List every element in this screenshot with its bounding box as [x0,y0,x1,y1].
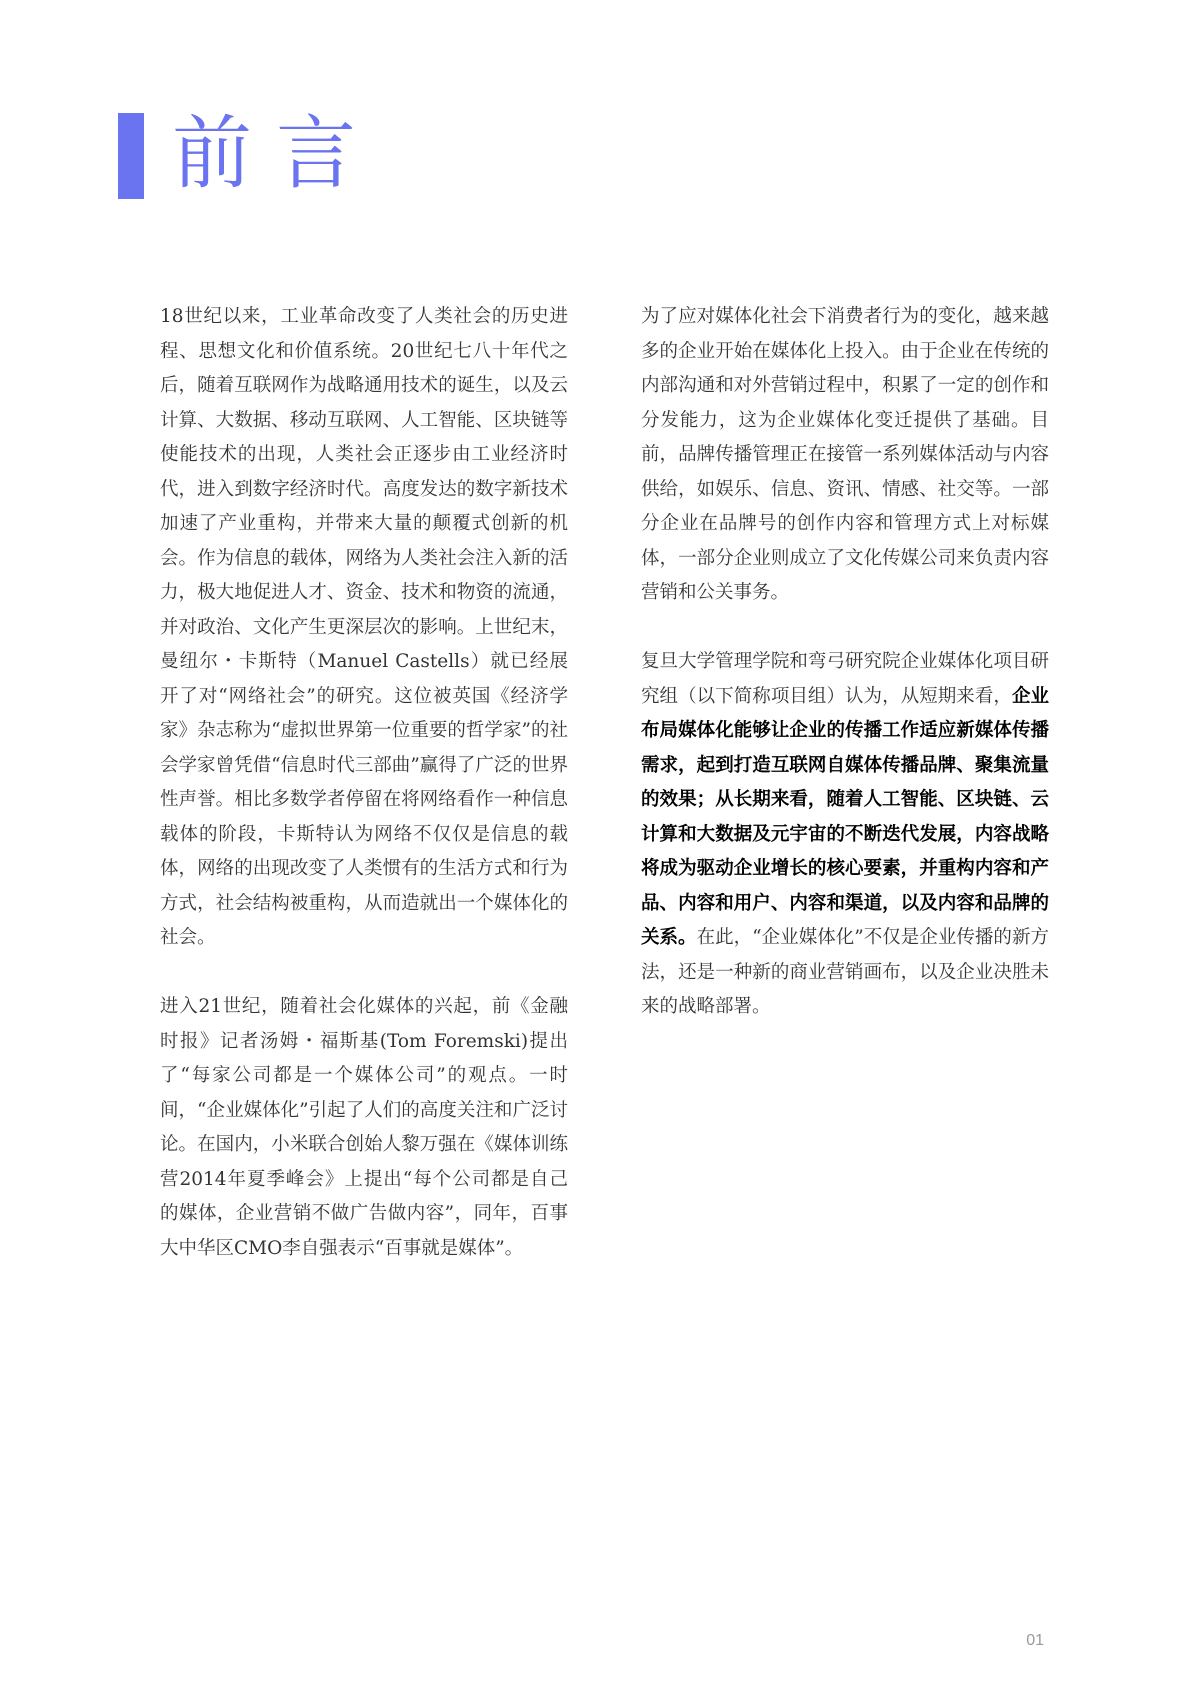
right-paragraph-2-lead: 复旦大学管理学院和弯弓研究院企业媒体化项目研究组（以下简称项目组）认为，从短期来看， [641,651,1049,707]
left-column [160,300,568,1301]
page-title: 前言 [172,107,380,200]
right-paragraph-1: 为了应对媒体化社会下消费者行为的变化，越来越多的企业开始在媒体化上投入。由于企业在传统的内部沟通和对外营销过程中，积累了一定的创作和分发能力，这为企业媒体化变迁提供了基础。目前，品牌传播管理正在接管一系列媒体活动与内容供给，如娱乐、信息、资讯、情感、社交等。一部分企业在品牌号的创作内容和管理方式上对标媒体，一部分企业则成立了文化传媒公司来负责内容营销和公关事务。 [641,306,1049,603]
left-paragraph-2: 进入21世纪，随着社会化媒体的兴起，前《金融时报》记者汤姆・福斯基(Tom Foremski)提出了“每家公司都是一个媒体公司”的观点。一时间，“企业媒体化”引起了人们的高度关注和广泛讨论。在国内，小米联合创始人黎万强在《媒体训练营2014年夏季峰会》上提出“每个公司都是自己的媒体，企业营销不做广告做内容”，同年，百事大中华区CMO李自强表示“百事就是媒体”。 [160,996,568,1259]
left-paragraph-1: 18世纪以来，工业革命改变了人类社会的历史进程、思想文化和价值系统。20世纪七八十年代之后，随着互联网作为战略通用技术的诞生，以及云计算、大数据、移动互联网、人工智能、区块链等使能技术的出现，人类社会正逐步由工业经济时代，进入到数字经济时代。高度发达的数字新技术加速了产业重构，并带来大量的颠覆式创新的机会。作为信息的载体，网络为人类社会注入新的活力，极大地促进人才、资金、技术和物资的流通，并对政治、文化产生更深层次的影响。上世纪末，曼纽尔・卡斯特（Manuel Castells）就已经展开了对“网络社会”的研究。这位被英国《经济学家》杂志称为“虚拟世界第一位重要的哲学家”的社会学家曾凭借“信息时代三部曲”赢得了广泛的世界性声誉。相比多数学者停留在将网络看作一种信息载体的阶段，卡斯特认为网络不仅仅是信息的载体，网络的出现改变了人类惯有的生活方式和行为方式，社会结构被重构，从而造就出一个媒体化的社会。 [160,306,568,948]
right-paragraph-2 [641,645,1049,1025]
right-paragraph-2-tail: 在此，“企业媒体化”不仅是企业传播的新方法，还是一种新的商业营销画布，以及企业决胜未来的战略部署。 [641,927,1049,1017]
title-accent-bar [118,113,144,199]
right-column [641,300,1049,1059]
right-paragraph-2-bold: 企业布局媒体化能够让企业的传播工作适应新媒体传播需求，起到打造互联网自媒体传播品牌、聚集流量的效果；从长期来看，随着人工智能、区块链、云计算和大数据及元宇宙的不断迭代发展，内容战略将成为驱动企业增长的核心要素，并重构内容和产品、内容和用户、内容和渠道，以及内容和品牌的关系。 [641,685,1049,948]
page-number: 01 [1026,1632,1044,1649]
